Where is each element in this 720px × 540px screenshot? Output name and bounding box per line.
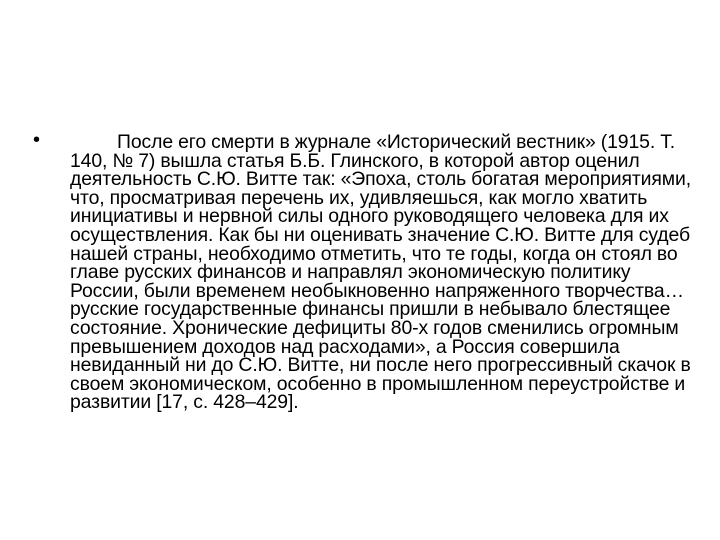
body-paragraph: После его смерти в журнале «Исторический вестник» (1915. Т. 140, № 7) вышла статья Б.Б. Глинского, в которой автор оценил деятельность С.Ю. Витте так: «Эпоха, столь богатая мероприятиями, что, просматривая перечень их, удивляешься, как могло хватить инициативы и нервной силы одного руководящего человека для их осуществления. Как бы ни оценивать значение С.Ю. Витте для судеб нашей страны, необходимо отметить, что те годы, когда он стоял во главе русских финансов и направлял экономическую политику России, были временем необыкновенно напряженного творчества… русские государственные финансы пришли в небывало блестящее состояние. Хронические дефициты 80-х годов сменились огромным превышением доходов над расходами», а Россия совершила невиданный ни до С.Ю. Витте, ни после него прогрессивный скачок в своем экономическом, особенно в промышленном переустройстве и развитии [17, с. 428–429]. bbox=[70, 131, 692, 414]
bullet-marker: • bbox=[33, 129, 41, 151]
